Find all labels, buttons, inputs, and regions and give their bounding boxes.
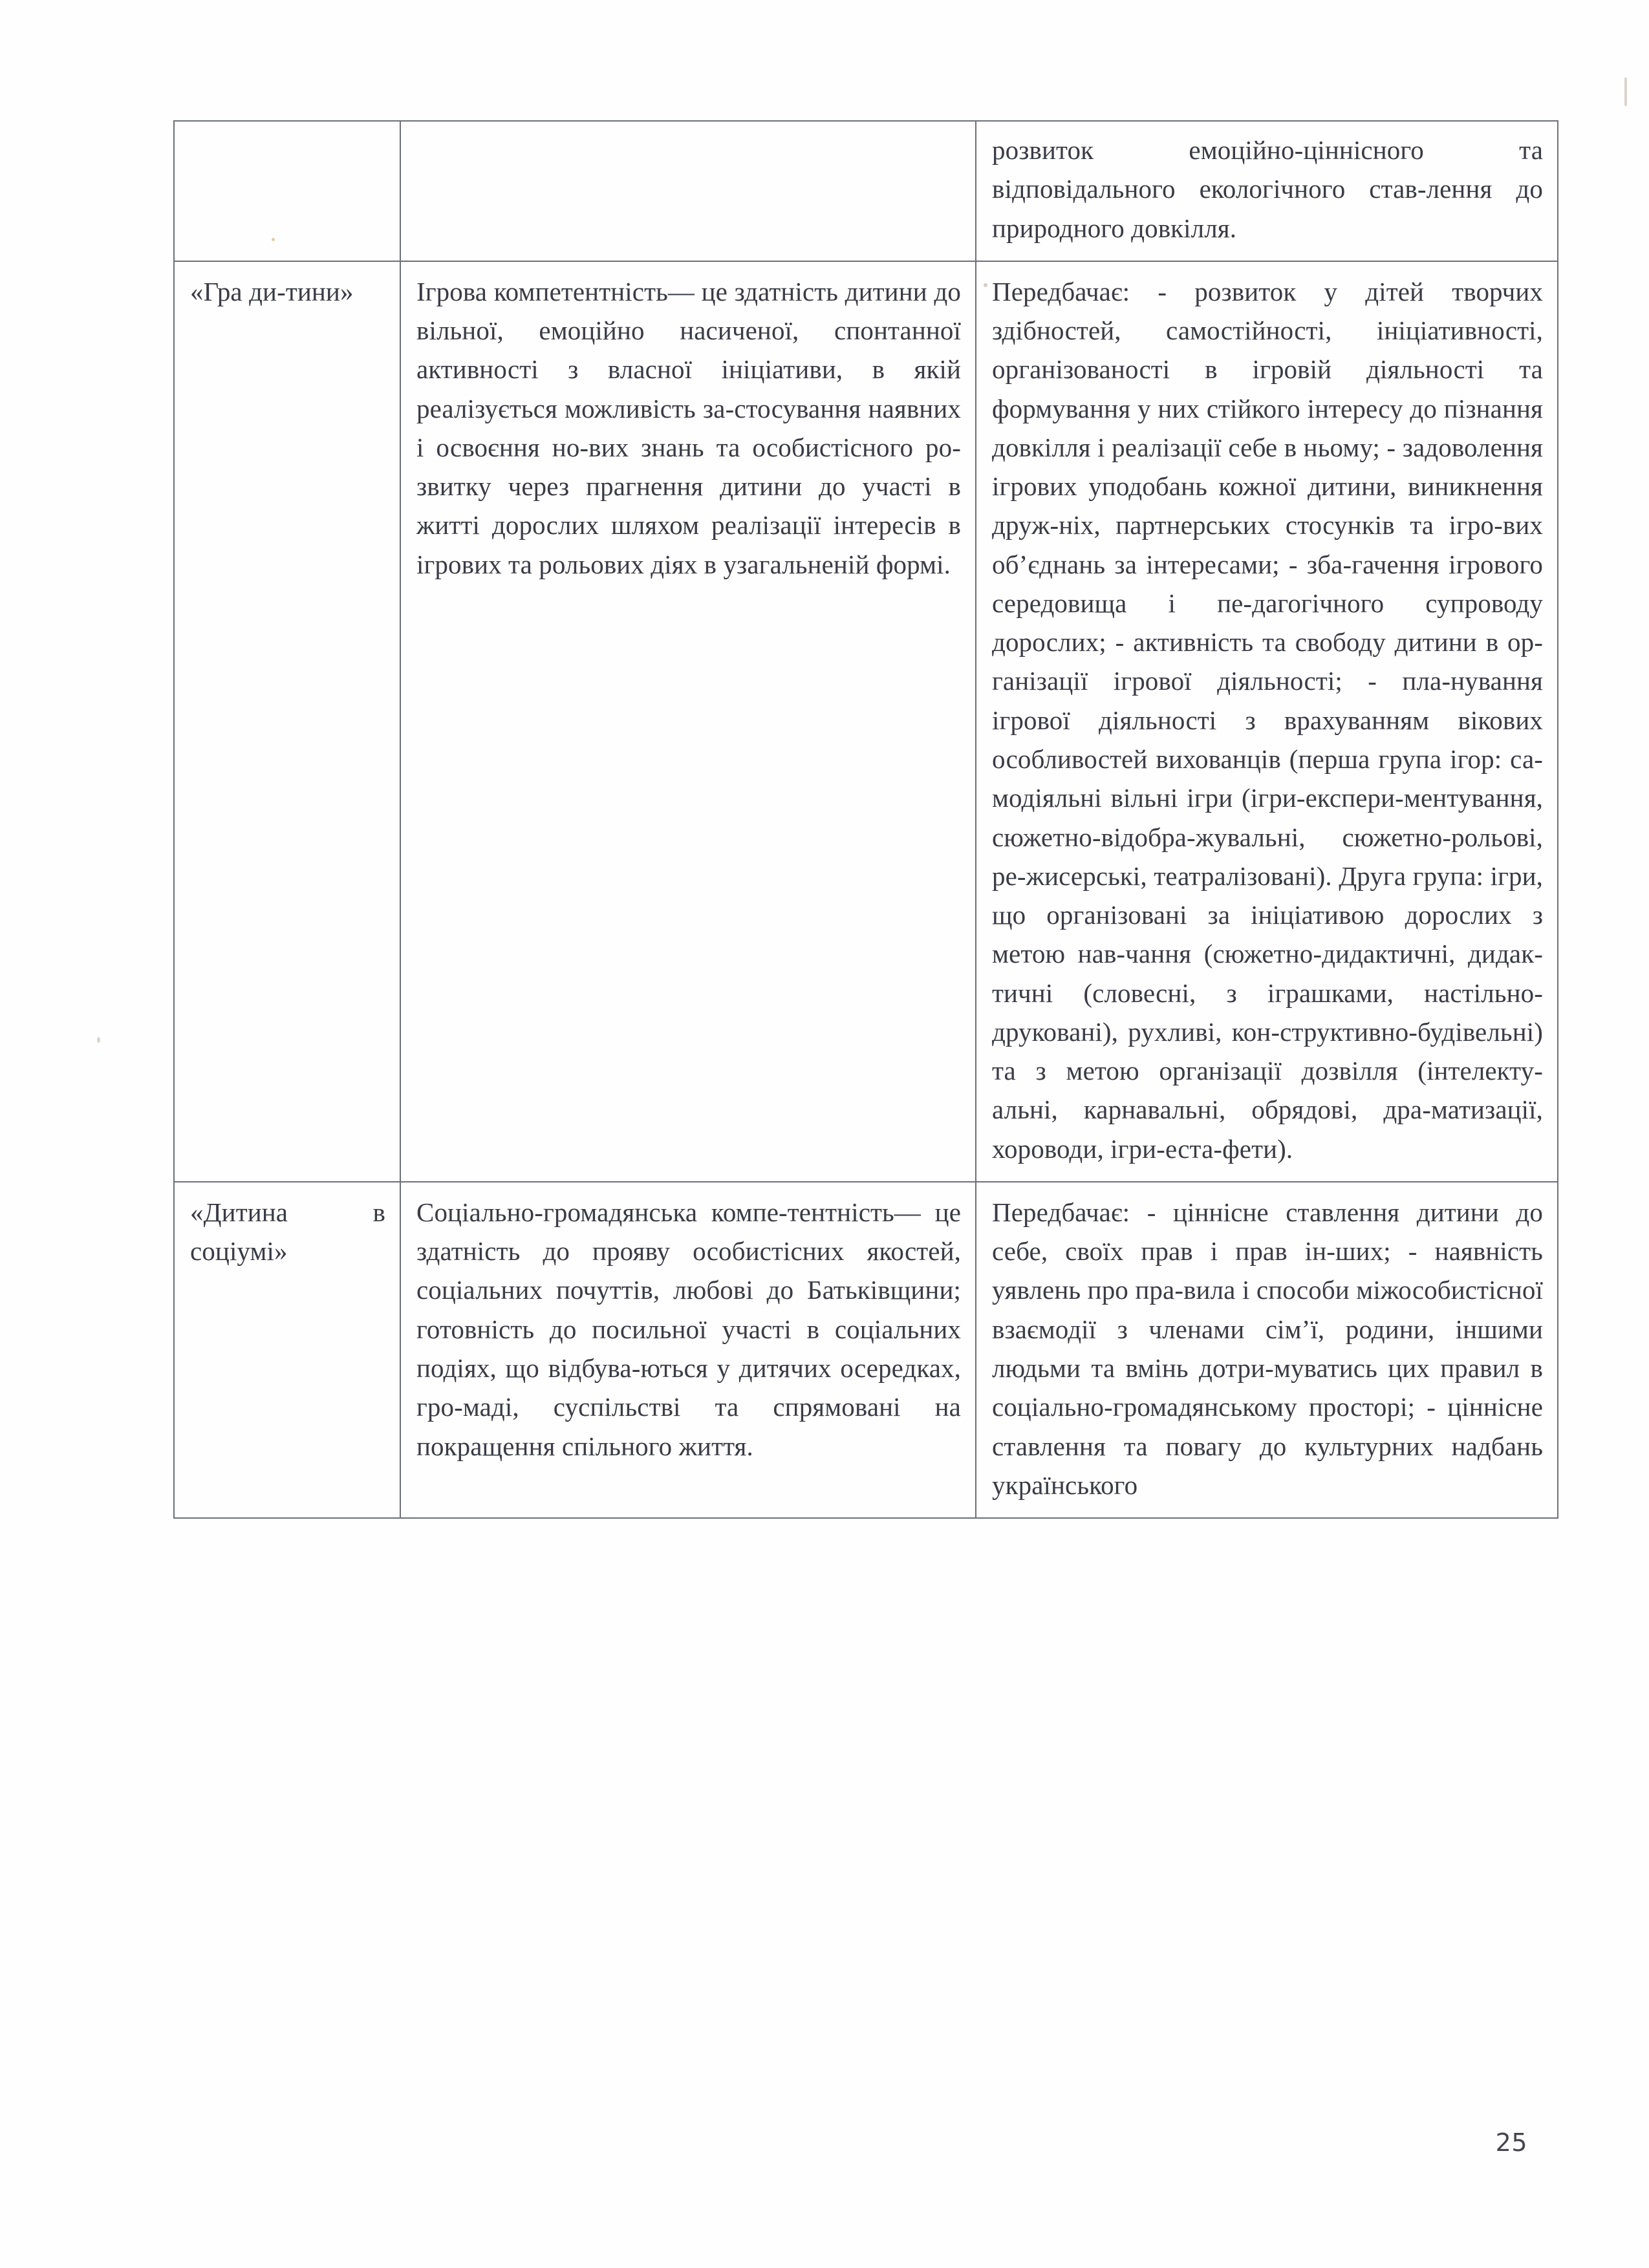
table-row — [174, 1182, 1558, 1518]
competency-table — [173, 120, 1558, 1519]
scan-speck — [1624, 78, 1627, 106]
table-cell-term: «Гра ди-тини» — [174, 261, 400, 1182]
table-row — [174, 261, 1558, 1182]
table-row — [174, 121, 1558, 261]
table-cell-definition: Ігрова компетентність— це здатність дитини до вільної, емоційно насиченої, спонтанної активності з власної ініціативи, в якій реалізується можливість за-стосування наявних і освоєння но-вих знань та особистісного ро-звитку через прагнення дитини до участі в житті дорослих шляхом реалізації інтересів в ігрових та рольових діях в узагальненій формі. — [400, 261, 976, 1182]
table-cell-term: «Дитина в соціумі» — [174, 1182, 400, 1518]
page-number: 25 — [1495, 2128, 1527, 2157]
table-cell-implications: Передбачає: - розвиток у дітей творчих здібностей, самостійності, ініціативності, організованості в ігровій діяльності та формування у них стійкого інтересу до пізнання довкілля і реалізації себе в ньому; - задоволення ігрових уподобань кожної дитини, виникнення друж-ніх, партнерських стосунків та ігро-вих об’єднань за інтересами; - зба-гачення ігрового середовища і пе-дагогічного супроводу дорослих; - активність та свободу дитини в ор-ганізації ігрової діяльності; - пла-нування ігрової діяльності з врахуванням вікових особливостей вихованців (перша група ігор: са-модіяльні вільні ігри (ігри-експери-ментування, сюжетно-відобра-жувальні, сюжетно-рольові, ре-жисерські, театралізовані). Друга група: ігри, що організовані за ініціативою дорослих з метою нав-чання (сюжетно-дидактичні, дидак-тичні (словесні, з іграшками, настільно-друковані), рухливі, кон-структивно-будівельні) та з метою організації дозвілля (інтелекту-альні, карнавальні, обрядові, дра-матизації, хороводи, ігри-еста-фети). — [976, 261, 1558, 1182]
table-cell-implications: розвиток емоційно-ціннісного та відповідального екологічного став-лення до природного довкілля. — [976, 121, 1558, 261]
table-cell-definition — [400, 121, 976, 261]
scan-speck — [97, 1037, 100, 1043]
table-cell-definition: Соціально-громадянська компе-тентність— це здатність до прояву особистісних якостей, соціальних почуттів, любові до Батьківщини; готовність до посильної участі в соціальних подіях, що відбува-ються у дитячих осередках, гро-маді, суспільстві та спрямовані на покращення спільного життя. — [400, 1182, 976, 1518]
table-cell-term — [174, 121, 400, 261]
table-cell-implications: Передбачає: - ціннісне ставлення дитини до себе, своїх прав і прав ін-ших; - наявність уявлень про пра-вила і способи міжособистісної взаємодії з членами сім’ї, родини, іншими людьми та вмінь дотри-муватись цих правил в соціально-громадянському просторі; - ціннісне ставлення та повагу до культурних надбань українського — [976, 1182, 1558, 1518]
